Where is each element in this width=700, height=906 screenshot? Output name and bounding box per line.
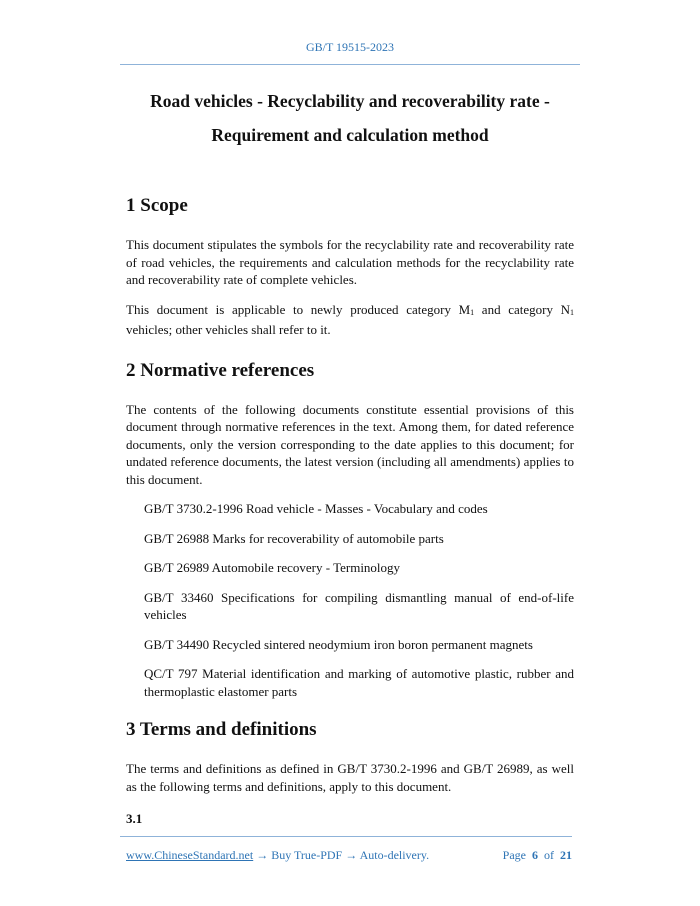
running-header: GB/T 19515-2023 [305, 40, 395, 54]
total-pages: 21 [560, 848, 572, 862]
document-title-line-2: Requirement and calculation method [211, 125, 489, 145]
reference-item: GB/T 33460 Specifications for compiling dismantling manual of end-of-life vehicles [144, 589, 574, 622]
page-footer [126, 848, 572, 863]
page-indicator: Page 6 of 21 [502, 848, 572, 862]
reference-item: GB/T 3730.2-1996 Road vehicle - Masses - Vocabulary and codes [144, 501, 488, 516]
section-heading-terms-definitions: 3 Terms and definitions [126, 719, 317, 740]
reference-item: GB/T 26988 Marks for recoverability of automobile parts [144, 530, 444, 546]
reference-item: GB/T 34490 Recycled sintered neodymium iron boron permanent magnets [144, 636, 533, 652]
section-heading-normative-references: 2 Normative references [126, 359, 315, 381]
page-content [126, 84, 574, 827]
section-heading-scope: 1 Scope [126, 195, 188, 216]
scope-paragraph-1: This document stipulates the symbols for the recyclability rate and recoverability rate of road vehicles, the requirements and calculation methods for the recyclability rate and recoverability rate of complete vehicles. [126, 237, 574, 287]
footer-promo-text: → Buy True-PDF → Auto-delivery. [253, 848, 430, 862]
current-page-number: 6 [532, 848, 538, 862]
document-title-line-1: Road vehicles - Recyclability and recoverability rate - [150, 91, 550, 111]
reference-item: GB/T 26989 Automobile recovery - Terminology [144, 560, 401, 575]
reference-item: QC/T 797 Material identification and marking of automotive plastic, rubber and thermoplastic elastomer parts [144, 666, 574, 699]
terms-intro: The terms and definitions as defined in GB/T 3730.2-1996 and GB/T 26989, as well as the following terms and definitions, apply to this document. [126, 761, 574, 794]
chinesestandard-link[interactable]: www.ChineseStandard.net [126, 848, 254, 862]
clause-number: 3.1 [126, 811, 143, 826]
footer-promo [126, 848, 429, 862]
footer-divider [120, 836, 572, 837]
normative-intro: The contents of the following documents constitute essential provisions of this document through normative references in the text. Among them, for dated reference documents, only the version corresponding to the date applies to this document; for undated reference documents, the latest version (including all amendments) applies to this document. [126, 401, 574, 487]
header-divider [120, 64, 580, 65]
scope-paragraph-2: This document is applicable to newly produced category M1 and category N1 vehicles; other vehicles shall refer to it. [126, 301, 574, 337]
